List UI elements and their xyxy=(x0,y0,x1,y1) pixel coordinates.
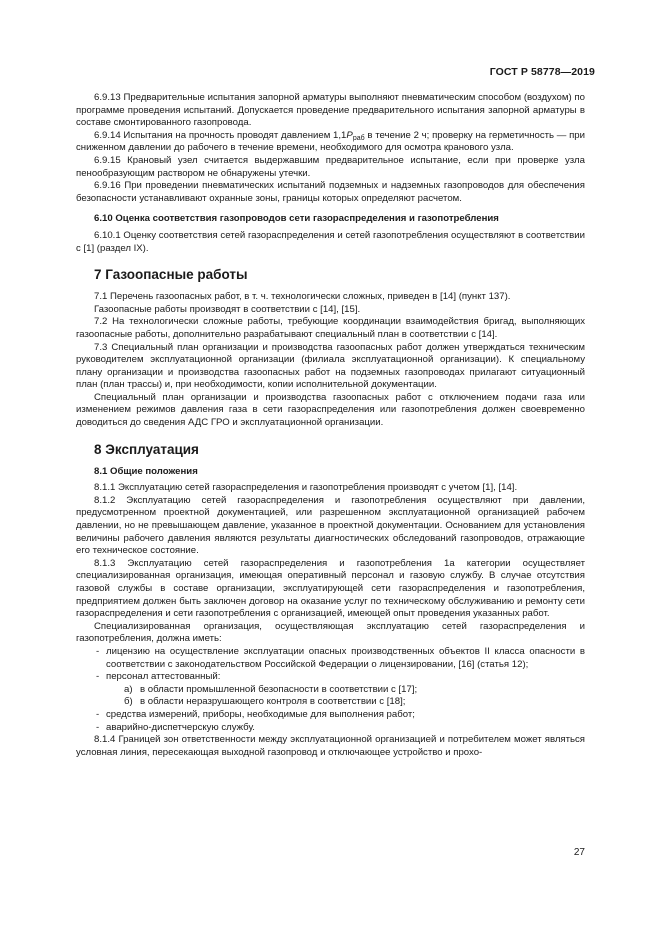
sublist-marker-a: а) xyxy=(124,683,133,695)
list-dash: - xyxy=(96,721,100,733)
sublist-text-b: в области неразрушающего контроля в соответствии с [18]; xyxy=(140,696,406,708)
paragraph-6-9-13: 6.9.13 Предварительные испытания запорной арматуры выполняют пневматическим способом (воздухом) по программе проведения испытаний. Допускается проведение предварительного испытания запорной арматуры в составе смонтированного газопровода. xyxy=(76,92,585,129)
paragraph-6-9-15: 6.9.15 Крановый узел считается выдержавшим предварительное испытание, если при проверке узла пенообразующим раствором не обнаружены утечки. xyxy=(76,154,585,179)
paragraph-7-1-continued: Газоопасные работы производят в соответствии с [14], [15]. xyxy=(94,303,361,315)
document-body xyxy=(76,92,585,759)
list-item xyxy=(76,646,585,671)
page-header: ГОСТ Р 58778—2019 xyxy=(489,66,595,78)
paragraph-6-9-14-end: в течение 2 ч; проверку на герметичность — при сниженном давлении до рабочего в течение времени, необходимого для осмотра кранового узла. xyxy=(76,129,586,154)
pressure-subscript: раб xyxy=(352,134,365,142)
sublist-item-b xyxy=(76,696,585,709)
list-dash: - xyxy=(96,671,100,683)
paragraph-7-2: 7.2 На технологически сложные работы, требующие координации взаимодействия бригад, выполняющих газоопасные работы, дополнительно разрабатывают специальный план в соответствии с [14]. xyxy=(76,316,585,340)
list-item xyxy=(76,671,585,684)
heading-6-10: 6.10 Оценка соответствия газопроводов сети газораспределения и газопотребления xyxy=(94,213,499,225)
heading-section-7: 7 Газоопасные работы xyxy=(94,267,248,283)
heading-section-8: 8 Эксплуатация xyxy=(94,441,199,457)
list-item-text: лицензию на осуществление эксплуатации опасных производственных объектов II класса опасности в соответствии с законодательством Российской Федерации о лицензировании, [16] (статья 12); xyxy=(106,645,585,670)
pressure-symbol: P xyxy=(346,129,353,141)
paragraph-8-1-4: 8.1.4 Границей зон ответственности между эксплуатационной организацией и потребителем может являться условная линия, пересекающая выходной газопровод и отключающее устройство и прохо- xyxy=(76,734,585,758)
list-item-text: аварийно-диспетчерскую службу. xyxy=(106,721,255,733)
paragraph-8-1-2: 8.1.2 Эксплуатацию сетей газораспределения и газопотребления осуществляют при давлении, предусмотренном проектной документацией, или разрешенном эксплуатационной организацией рабочем давлении, но не превышающем давление, указанное в проектной документации. Основанием для установления величины рабочего давления являются результаты диагностических обследований газопроводов, отражающие его техническое состояние. xyxy=(76,494,585,557)
heading-8-1: 8.1 Общие положения xyxy=(94,465,198,477)
list-item xyxy=(76,709,585,722)
paragraph-6-10-1: 6.10.1 Оценку соответствия сетей газораспределения и сетей газопотребления осуществляют в соответствии с [1] (раздел IX). xyxy=(76,229,585,254)
sublist-text-a: в области промышленной безопасности в соответствии с [17]; xyxy=(140,683,418,695)
paragraph-8-1-3: 8.1.3 Эксплуатацию сетей газораспределения и газопотребления 1а категории осуществляет специализированная организация, имеющая оперативный персонал и газовую службу. В случае отсутствия газовой службы в составе организации, эксплуатирующей сети газораспределения и газопотребления, предприятием должен быть заключен договор на оказание услуг по техническому обслуживанию и ремонту сети газораспределения и сети газопотребления с организацией, имеющей опыт проведения указанных работ. xyxy=(76,557,585,620)
paragraph-7-3: 7.3 Специальный план организации и производства газоопасных работ должен утверждаться техническим руководителем эксплуатационной организации (филиала эксплуатационной организации). К специальному плану организации и производства газоопасных работ на подземных газопроводах прилагают ситуационный план (план трассы) и, при необходимости, копии исполнительной документации. xyxy=(76,341,585,391)
paragraph-8-1-3-continued: Специализированная организация, осуществляющая эксплуатацию сетей газораспределения и газопотребления, должна иметь: xyxy=(76,620,585,645)
list-item-text: персонал аттестованный: xyxy=(106,671,221,683)
list-item-text: средства измерений, приборы, необходимые для выполнения работ; xyxy=(106,708,415,720)
paragraph-7-3-continued: Специальный план организации и производства газоопасных работ с отключением подачи газа или изменением режимов давления газа в сети газораспределения или газопотребления должен своевременно доводиться до сведения АДС ГРО и эксплуатационной организации. xyxy=(76,391,585,429)
list-dash: - xyxy=(96,645,100,657)
list-dash: - xyxy=(96,708,100,720)
paragraph-6-9-16: 6.9.16 При проведении пневматических испытаний подземных и надземных газопроводов для обеспечения безопасности устанавливают охранные зоны, границы которых определяют расчетом. xyxy=(76,180,585,204)
paragraph-6-9-14 xyxy=(76,130,585,155)
page-number: 27 xyxy=(573,847,585,858)
sublist-marker-b: б) xyxy=(124,696,133,708)
paragraph-7-1: 7.1 Перечень газоопасных работ, в т. ч. технологически сложных, приведен в [14] (пункт 137). xyxy=(94,291,511,303)
sublist-item-a xyxy=(76,684,585,697)
list-item xyxy=(76,722,585,735)
paragraph-8-1-1: 8.1.1 Эксплуатацию сетей газораспределения и газопотребления производят с учетом [1], [14]. xyxy=(94,482,518,494)
paragraph-6-9-14-start: 6.9.14 Испытания на прочность проводят давлением 1,1 xyxy=(94,129,347,141)
